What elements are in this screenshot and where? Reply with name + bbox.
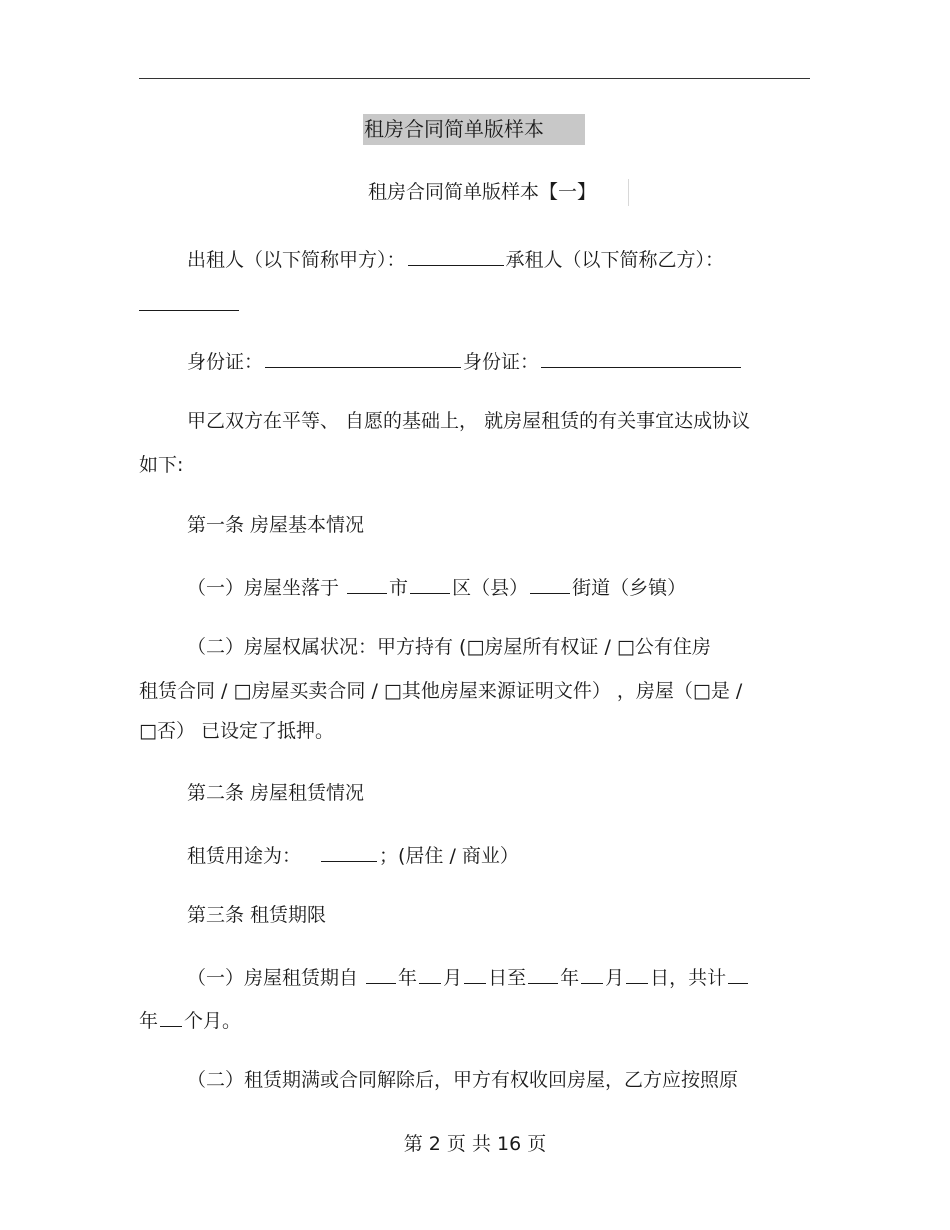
purpose-blank: [321, 843, 377, 862]
street-label: 街道（乡镇）: [572, 577, 687, 599]
total-label: 日，共计: [650, 967, 727, 989]
lessor-blank: [408, 247, 504, 266]
total-months-label: 个月。: [184, 1010, 242, 1032]
article-3-item-1: [187, 965, 750, 990]
lessee-blank: [139, 292, 239, 311]
id-label-2: 身份证：: [463, 351, 540, 373]
article-3-item-2-line-1: （二）租赁期满或合同解除后，甲方有权收回房屋，乙方应按照原: [187, 1069, 739, 1091]
start-year-label: 年: [398, 967, 418, 989]
total-year-label: 年: [139, 1010, 159, 1032]
start-day-label: 日至: [488, 967, 527, 989]
end-year-label: 年: [560, 967, 580, 989]
lessor-label: 出租人（以下简称甲方）：: [187, 249, 406, 271]
article-1-item-1: [187, 575, 686, 600]
city-blank: [347, 575, 387, 594]
article-2-purpose: [187, 843, 519, 868]
purpose-label: 租赁用途为：: [187, 845, 302, 867]
purpose-suffix: ；(居住 / 商业）: [379, 845, 519, 867]
article-3-item-1-cont: [139, 1008, 241, 1033]
header-rule: [139, 78, 810, 79]
document-title: [363, 114, 585, 145]
lessor-line: [187, 247, 724, 272]
lessee-label: 承租人（以下简称乙方）：: [505, 249, 725, 271]
id-blank-2: [541, 349, 741, 368]
page-footer: 第 2 页 共 16 页: [403, 1133, 547, 1155]
start-year-blank: [366, 965, 396, 984]
intro-line-2: 如下:: [139, 454, 184, 476]
document-title-text: 租房合同简单版样本: [364, 117, 544, 141]
id-label-1: 身份证：: [187, 351, 264, 373]
end-month-label: 月: [605, 967, 625, 989]
location-prefix: （一）房屋坐落于: [187, 577, 346, 599]
district-blank: [410, 575, 450, 594]
total-year-blank: [728, 965, 748, 984]
start-month-label: 月: [443, 967, 463, 989]
id-line: [187, 349, 743, 374]
article-2-heading: 第二条 房屋租赁情况: [187, 782, 365, 804]
article-1-item-2-line-2: 租赁合同 / □房屋买卖合同 / □其他房屋来源证明文件） ，房屋（□是 /: [139, 680, 743, 702]
lessee-line: [139, 292, 239, 317]
term-prefix: （一）房屋租赁期自: [187, 967, 365, 989]
city-label: 市: [389, 577, 409, 599]
article-1-item-2-line-3: □否） 已设定了抵押。: [139, 720, 334, 742]
start-month-blank: [419, 965, 441, 984]
start-day-blank: [464, 965, 486, 984]
total-months-blank: [160, 1008, 182, 1027]
id-blank-1: [265, 349, 461, 368]
article-1-item-2-line-1: （二）房屋权属状况：甲方持有 (□房屋所有权证 / □公有住房: [187, 636, 711, 658]
article-1-heading: 第一条 房屋基本情况: [187, 514, 365, 536]
subtitle: 租房合同简单版样本【一】: [368, 181, 597, 203]
end-month-blank: [581, 965, 603, 984]
district-label: 区（县）: [452, 577, 529, 599]
street-blank: [530, 575, 570, 594]
end-day-blank: [626, 965, 648, 984]
intro-line-1: 甲乙双方在平等、 自愿的基础上， 就房屋租赁的有关事宜达成协议: [187, 410, 751, 432]
article-3-heading: 第三条 租赁期限: [187, 904, 327, 926]
end-year-blank: [528, 965, 558, 984]
